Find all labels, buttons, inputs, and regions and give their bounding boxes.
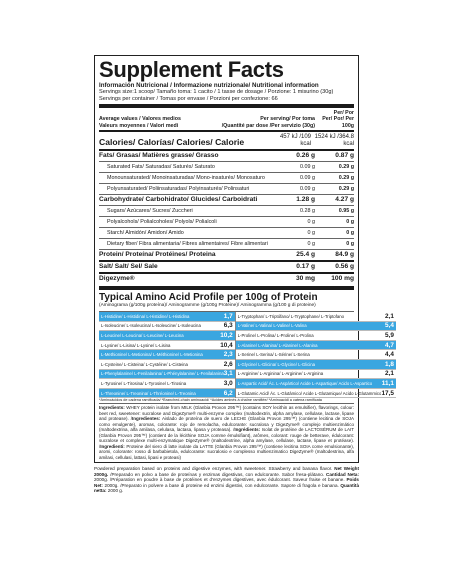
nutrient-per-serving: 0.17 g [296,263,315,271]
divider-thick [99,104,354,108]
header-valeurs-moyennes: Valeurs moyennes / Valori medi [99,122,179,129]
column-header [99,109,354,130]
amino-acid-grid [99,311,394,398]
nutrient-per-100g: 0.87 g [335,152,354,160]
nutrient-per-100g: 0.56 g [335,263,354,271]
ingredients-text-en: WHEY protein isolate from MILK (Glanbia Provon 295™) (contains SOY lecithin as emulsifier), flavorings, colour: beet red, sweetener: sucralose and DigeZyme® multi-enzyme complex (maltodextrin, alpha amylase, cellulase, lactase, lipase and protease). [99,405,354,422]
amino-acid-row [236,370,396,380]
amino-acid-value: 10,2 [220,331,233,339]
ingredients-label-fr: Ingrédients: [234,427,261,433]
nutrient-per-serving: 0 g [307,230,315,237]
nutrient-per-serving: 30 mg [295,275,315,283]
nutrient-per-100g: 0.29 g [338,164,354,171]
nutrient-row [99,195,354,205]
amino-acid-name: L-Glycine/ L-Glicina/ L-Glycine/ L-Glicina [237,361,316,367]
nutrient-name: Digezyme® [99,275,135,283]
nutrient-row [99,262,354,272]
ingredients-label-it: Ingredienti: [100,443,125,449]
amino-acid-row [99,350,235,360]
nutrient-row [99,250,354,260]
amino-acid-row [236,331,396,341]
net-weight-value-it: 2000 g. [107,488,124,494]
amino-profile-subtitle: (Aminograma (g/100g proteína)/ Aminogramme (g/100g Protéine)/ Aminogramma (g/100 g di proteine) [99,303,316,309]
amino-acid-value: 1,7 [223,312,233,320]
amino-acid-name: L-Aspartic Acid/ Ác. L-Aspártico/ Acide L-Aspartique/ Acido L-Aspartico [237,380,373,386]
net-weight-value-fr: 2000g. [104,482,119,488]
ingredients-label-en: Ingredients: [99,405,125,411]
amino-acid-column-left [99,312,235,398]
amino-acid-row [236,341,396,351]
amino-acid-value: 3,0 [223,379,233,387]
amino-acid-name: L-Serine/ L-Serina/ L-Sérine/ L-Serina [237,352,310,358]
nutrient-per-100g: 0.29 g [338,175,354,182]
preparation-text-fr: /Préparation en poudre à base de protéines et d'enzymes digestives, avec édulcorant. Saveur fraise et banane. [109,477,345,483]
net-weight-value: 2000g. [94,471,109,477]
nutrient-per-100g: 0 g [346,219,354,226]
preparation-text-es: /Preparado en polvo a base de proteínas y enzimas digestivas, con edulcorante. Sabor fresa-plátano. [110,471,325,477]
servings-per-container: Servings per container / Tomas por envase / Porzioni per confezione: 66 [99,95,278,102]
amino-acid-name: L-Tryptophan/ L-Triptófano/ L-Tryptophane/ L-Triptofano [237,313,345,319]
header-per-100g-alt: Per/ Por/ Per 100g [322,116,354,129]
amino-acid-row [99,331,235,341]
amino-acid-value: 2,6 [223,360,233,368]
amino-profile-title: Typical Amino Acid Profile per 100g of Protein [99,292,318,304]
nutrient-name: Starch/ Almidón/ Amidon/ Amido [107,230,184,237]
amino-acid-name: L-Alanine/ L-Alanina/ L-Alanine/ L-Alanina [237,342,318,348]
net-weight-label: Net Weight [334,466,359,472]
nutrient-name: Carbohydrate/ Carbohidrato/ Glucides/ Carboidrati [99,196,258,204]
nutrient-per-serving: 1.28 g [296,196,315,204]
nutrient-per-100g: 0 g [346,230,354,237]
amino-acid-name: L-Leucine/ L-Leucina/ L-Leucine/ L-Leucina [101,332,184,338]
ingredients-block: Ingredients: WHEY protein isolate from MILK (Glanbia Provon 295™) (contains SOY lecithin as emulsifier), flavorings, colour: beet red, sweetener: sucralose and DigeZyme® multi-enzyme complex (maltodextrin, alpha amylase, cellulase, lactase, lipase and protease). /Ingredientes: Aislado de proteína de suero de LECHE (Glanbia Provon 295™) (contiene lecitina de SOJA como emulgente), aromas, colorante: rojo de remolacha, edulcorante: sucralosa y DigeZyme® complejo multienzimático (maltodextrina, alfa amilasa, celulasa, lactasa, lipasa y proteasa). /Ingrédients: Isolat de protéine de LACTOSÉRUM de LAIT (Glanbia Provon 295™) (contient de la lécithine SOJA comme émulsifiant), arômes, colorant: rouge de betterave, édulcorant: sucralose et complexe multi-enzymatique DigeZyme® (maltodextrine, alpha amylase, cellulase, lactase, lipase et protéase). /Ingredienti: Proteine del siero di latte isolate da LATTE (Glanbia Provon 295™) (contiene lecitina SOIA come emulsionante), aromi, colorante: rosso di barbabietola, edulcorante: sucralosio e complesso multienzimatico DigeZyme® (maltodestrina, alfa amilasi, cellulasi, lattasi, lipasi e proteasi) [99,405,354,460]
amino-acid-value: 11,1 [381,379,394,387]
amino-acid-name: L-Isoleucine/ L-Isoleucina/ L-Isoleucine/ L-Isoleucina [101,323,201,329]
nutrient-name: Dietary fiber/ Fibra alimentaria/ Fibres alimentaires/ Fibre alimentari [107,241,268,248]
amino-acid-row [99,312,235,322]
nutrient-row [99,184,354,194]
amino-acid-value: 4,7 [385,341,394,349]
supplement-facts-label [94,55,394,494]
amino-acid-row [99,379,235,389]
nutrient-per-100g: 100 mg [331,275,354,283]
amino-acid-row [236,389,396,399]
nutrient-per-100g: 0.29 g [338,186,354,193]
calories-label: Calories/ Calorías/ Calories/ Calorie [99,138,245,148]
nutrient-row [99,228,354,238]
amino-acid-name: L-Threonine/ L-Treonina/ L-Thréonine/ L-Treonina [101,390,196,396]
nutrient-name: Protein/ Proteína/ Protéines/ Proteina [99,251,216,259]
nutrition-panel [94,55,394,463]
amino-footnote: *Aminoácidos de cadena ramificada/ *Branched-chain aminoacid/ *Acides aminés à chaîne ramifiée/ *Aminoacidi a catena ramificata [99,398,322,403]
amino-acid-column-right [235,312,396,398]
amino-acid-value: 10,4 [220,341,233,349]
amino-acid-name: L-Cysteine/ L-Cisteina/ L-Cystéine/ L-Cisteina [101,361,188,367]
nutrient-per-100g: 4.27 g [335,196,354,204]
amino-acid-name: L-Proline/ L-Prolina/ L-Proline/ L-Prolina [237,332,314,338]
nutrient-name: Polyalcohols/ Polialcoholes/ Polyols/ Polialcoli [107,219,217,226]
calories-row [99,132,354,150]
amino-acid-value: 1,8 [385,360,394,368]
amino-acid-row [236,322,396,332]
amino-acid-row [236,312,396,322]
amino-acid-name: L-Glutamic Acid/ Ác. L-Glutámico/ Acide L-Glutamique/ Acido L-Glutammico [237,390,382,396]
amino-acid-value: 5,9 [385,331,394,339]
nutrient-row [99,173,354,183]
nutrient-row [99,274,354,284]
amino-acid-name: L-Histidine/ L-Histidina/ L-Histidine/ L-Histidina [101,313,190,319]
nutrient-name: Sugars/ Azúcares/ Sucres/ Zuccheri [107,208,193,215]
ingredients-label-es: Ingredientes: [131,416,161,422]
preparation-text-en: Powdered preparation based on proteins and digestive enzymes, with sweetener. Strawberry and banana flavor. [94,466,333,472]
amino-acid-value: 5,4 [385,322,394,330]
nutrient-per-100g: 0 g [346,241,354,248]
calories-per-100g: 1524 kJ /364.8 kcal [314,133,354,147]
header-per-serving-alt: /Quantité par dose /Per servizio (30g) [221,122,315,129]
amino-acid-name: L-Methionine/ L-Metionina/ L-Méthionine/ L-Metionina [101,352,203,358]
amino-acid-value: 4,4 [385,351,394,359]
nutritional-info-line: Información Nutricional / Informazione nutrizionale/ Nutritional information [99,82,319,89]
nutrient-per-serving: 0.09 g [300,186,315,193]
amino-acid-row [99,370,235,380]
nutrient-row [99,239,354,249]
ingredients-text-es: Aislado de proteína de suero de LECHE (Glanbia Provon 295™) (contiene lecitina de SOJA como emulgente), aromas, colorante: rojo de remolacha, edulcorante: sucralosa y DigeZyme® complejo multienzimático (maltodextrina, alfa amilasa, celulasa, lactasa, lipasa y proteasa). [99,416,354,433]
preparation-text-it: /Preparato in polvere a base di proteine ed enzimi digestivi, con edulcorante. Sapore di fragola e banana. [120,482,339,488]
net-weight-label-it: Quantità netta: [94,482,360,494]
preparation-block [94,466,359,494]
amino-acid-row [236,360,396,370]
net-weight-value-es: 2000g. [94,477,109,483]
nutrient-name: Monounsaturated/ Monoinsaturadas/ Mono-insaturés/ Monosaturo [107,175,265,182]
divider-thick [99,286,354,290]
nutrient-name: Fats/ Grasas/ Matières grasse/ Grasso [99,152,219,160]
ingredients-text-it: Proteine del siero di latte isolate da LATTE (Glanbia Provon 295™) (contiene lecitina SOIA come emulsionante), aromi, colorante: rosso di barbabietola, edulcorante: sucralosio e complesso multienzimatico DigeZyme® (maltodestrina, alfa amilasi, cellulasi, lattasi, lipasi e proteasi) [99,443,354,460]
nutrient-per-serving: 0.28 g [300,208,315,215]
nutrient-table [99,151,354,284]
amino-acid-row [99,341,235,351]
nutrient-per-serving: 0.09 g [300,175,315,182]
nutrient-row [99,151,354,161]
nutrient-per-serving: 0.09 g [300,164,315,171]
amino-acid-value: 6,2 [223,389,233,397]
amino-acid-row [99,389,235,399]
nutrient-per-serving: 0 g [307,219,315,226]
nutrient-row [99,206,354,216]
amino-acid-name: L-Arginine/ L-Arginina/ L-Arginine/ L-Arginina [237,371,324,377]
amino-acid-row [236,350,396,360]
header-per-100g: Per/ Por [333,110,354,117]
nutrient-name: Polyunsaturated/ Poliinsaturadas/ Polyinsaturés/ Polinsaturi [107,186,250,193]
label-title: Supplement Facts [99,57,284,82]
nutrient-per-serving: 25.4 g [296,251,315,259]
header-average-values: Average values / Valores medios [99,116,181,123]
amino-acid-name: L-Phenylalanine/ L-Fenilalanina/ L-Phénylalanine/ L-Fenilalanina [101,371,224,377]
nutrient-row [99,217,354,227]
net-weight-label-fr: Poids Net: [94,477,359,488]
nutrient-per-100g: 84.9 g [335,251,354,259]
amino-acid-value: 2,1 [385,312,394,320]
ingredients-text-fr: Isolat de protéine de LACTOSÉRUM de LAIT (Glanbia Provon 295™) (contient de la lécithine SOJA comme émulsifiant), arômes, colorant: rouge de betterave, édulcorant: sucralose et complexe multi-enzymatique DigeZyme® (maltodextrine, alpha amylase, cellulase, lactase, lipase et protéase). [99,427,354,444]
amino-acid-value: 6,3 [223,322,233,330]
nutrient-per-serving: 0.26 g [296,152,315,160]
header-per-serving: Per serving/ Por toma [260,116,315,123]
net-weight-label-es: Cantidad Neta: [326,471,360,477]
serving-size-line: Servings size:1 scoop/ Tamaño toma: 1 cacito / 1 tasse de dosage / Porzione: 1 misurino (30g) [99,89,334,95]
amino-acid-row [99,360,235,370]
amino-acid-name: L-Lysine/ L-Lisina/ L-Lysine/ L-Lisina [101,342,171,348]
amino-acid-row [99,322,235,332]
divider-thin [99,403,354,404]
amino-acid-value: 2,3 [223,351,233,359]
nutrient-name: Salt/ Salt/ Sel/ Sale [99,263,158,271]
amino-acid-value: 2,1 [385,370,394,378]
nutrient-per-serving: 0 g [307,241,315,248]
amino-acid-name: L-Valine/ L-Valina/ L-Valine/ L-Valina [237,323,307,329]
amino-acid-value: 3,1 [223,370,233,378]
nutrient-name: Saturated Fats/ Saturadas/ Saturés/ Saturato [107,164,215,171]
nutrient-row [99,162,354,172]
nutrient-per-100g: 0.95 g [338,208,354,215]
amino-acid-value: 17,5 [381,389,394,397]
calories-per-serving: 457 kJ /109 kcal [279,133,311,147]
amino-acid-name: L-Tyrosine/ L-Tirosina/ L-Tyrosine/ L-Tirosina [101,380,187,386]
amino-acid-row [236,379,396,389]
